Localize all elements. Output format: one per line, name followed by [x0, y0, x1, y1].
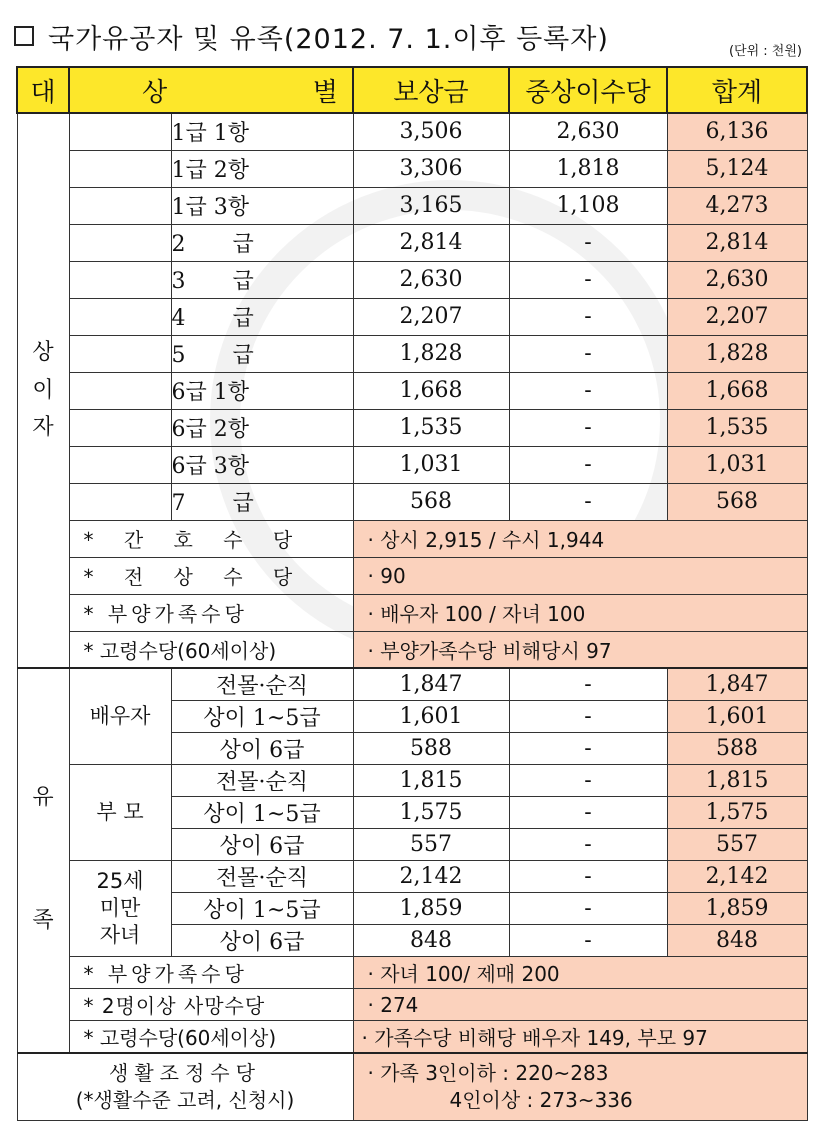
severe-cell: 2,630	[509, 113, 667, 150]
allowance-value: · 가족수당 비해당 배우자 149, 부모 97	[353, 1021, 807, 1053]
comp-cell: 3,306	[353, 150, 509, 187]
comp-cell: 3,506	[353, 113, 509, 150]
type-cell: 상이 1~5급	[171, 893, 353, 925]
comp-cell: 1,815	[353, 765, 509, 797]
grade-cell: 1급 1항	[171, 113, 353, 150]
page-header	[14, 16, 609, 56]
checkbox-icon	[14, 26, 34, 46]
severe-cell: -	[509, 668, 667, 701]
header-compensation: 보상금	[353, 67, 509, 113]
allowance-row	[17, 957, 807, 989]
allowance-row	[17, 520, 807, 557]
total-cell: 568	[667, 483, 807, 520]
total-cell: 848	[667, 925, 807, 957]
table-row	[17, 446, 807, 483]
subgroup-spouse: 배우자	[69, 668, 171, 765]
total-cell: 588	[667, 733, 807, 765]
severe-cell: -	[509, 765, 667, 797]
severe-cell: -	[509, 335, 667, 372]
header-total: 합계	[667, 67, 807, 113]
allowance-label: * 전 상 수 당	[69, 557, 353, 594]
grade-cell: 6급 1항	[171, 372, 353, 409]
total-cell: 6,136	[667, 113, 807, 150]
allowance-label: * 2명이상 사망수당	[69, 989, 353, 1021]
severe-cell: -	[509, 797, 667, 829]
total-cell: 5,124	[667, 150, 807, 187]
grade-cell: 6급 3항	[171, 446, 353, 483]
allowance-row	[17, 989, 807, 1021]
table-row	[17, 483, 807, 520]
allowance-value: · 상시 2,915 / 수시 1,944	[353, 520, 807, 557]
total-cell: 1,859	[667, 893, 807, 925]
type-cell: 전몰·순직	[171, 765, 353, 797]
table-row	[17, 150, 807, 187]
grade-cell: 5 급	[171, 335, 353, 372]
total-cell: 2,142	[667, 861, 807, 893]
grade-cell: 7 급	[171, 483, 353, 520]
allowance-value: · 부양가족수당 비해당시 97	[353, 631, 807, 668]
living-value-1: · 가족 3인이하 : 220~283	[367, 1060, 609, 1085]
allowance-label: * 부양가족수당	[69, 594, 353, 631]
comp-cell: 557	[353, 829, 509, 861]
table-row	[17, 224, 807, 261]
allowance-label: * 부양가족수당	[69, 957, 353, 989]
severe-cell: -	[509, 298, 667, 335]
living-label-2: (*생활수준 고려, 신청시)	[75, 1087, 295, 1112]
living-row	[17, 1053, 807, 1121]
allowance-value: · 자녀 100/ 제매 200	[353, 957, 807, 989]
table-row	[17, 668, 807, 701]
table-row	[17, 335, 807, 372]
grade-cell: 2 급	[171, 224, 353, 261]
total-cell: 1,575	[667, 797, 807, 829]
allowance-label: * 고령수당(60세이상)	[69, 631, 353, 668]
type-cell: 상이 6급	[171, 925, 353, 957]
allowance-row	[17, 594, 807, 631]
severe-cell: -	[509, 925, 667, 957]
total-cell: 4,273	[667, 187, 807, 224]
compensation-table	[16, 66, 808, 1121]
comp-cell: 588	[353, 733, 509, 765]
table-row	[17, 187, 807, 224]
grade-cell: 4 급	[171, 298, 353, 335]
page-title: 국가유공자 및 유족(2012. 7. 1.이후 등록자)	[48, 23, 609, 55]
total-cell: 1,601	[667, 701, 807, 733]
comp-cell: 2,142	[353, 861, 509, 893]
living-label-1: 생활조정수당	[109, 1060, 261, 1085]
comp-cell: 1,859	[353, 893, 509, 925]
table-row	[17, 861, 807, 893]
header-category-2: 상	[142, 77, 168, 108]
comp-cell: 1,601	[353, 701, 509, 733]
living-value	[353, 1053, 807, 1121]
severe-cell: 1,818	[509, 150, 667, 187]
severe-cell: -	[509, 861, 667, 893]
severe-cell: 1,108	[509, 187, 667, 224]
comp-cell: 1,668	[353, 372, 509, 409]
allowance-row	[17, 557, 807, 594]
group-injured: 상 이 자	[17, 113, 69, 668]
comp-cell: 1,031	[353, 446, 509, 483]
severe-cell: -	[509, 893, 667, 925]
severe-cell: -	[509, 446, 667, 483]
grade-cell: 1급 3항	[171, 187, 353, 224]
severe-cell: -	[509, 733, 667, 765]
table-row	[17, 372, 807, 409]
grade-cell: 3 급	[171, 261, 353, 298]
severe-cell: -	[509, 483, 667, 520]
subgroup-parents: 부 모	[69, 765, 171, 861]
header-row	[17, 67, 807, 113]
comp-cell: 2,207	[353, 298, 509, 335]
grade-cell: 6급 2항	[171, 409, 353, 446]
table-row	[17, 261, 807, 298]
type-cell: 상이 1~5급	[171, 797, 353, 829]
living-value-2: 4인이상 : 273~336	[449, 1087, 633, 1112]
group-bereaved: 유 족	[17, 668, 69, 1053]
comp-cell: 3,165	[353, 187, 509, 224]
allowance-value: · 274	[353, 989, 807, 1021]
header-category-1: 대	[17, 67, 69, 113]
subgroup-children: 25세 미만 자녀	[69, 861, 171, 957]
header-severe-allowance: 중상이수당	[509, 67, 667, 113]
grade-cell: 1급 2항	[171, 150, 353, 187]
severe-cell: -	[509, 224, 667, 261]
total-cell: 2,814	[667, 224, 807, 261]
total-cell: 1,031	[667, 446, 807, 483]
living-label	[17, 1053, 353, 1121]
comp-cell: 848	[353, 925, 509, 957]
comp-cell: 2,814	[353, 224, 509, 261]
allowance-value: · 90	[353, 557, 807, 594]
table-row	[17, 409, 807, 446]
severe-cell: -	[509, 261, 667, 298]
allowance-row	[17, 631, 807, 668]
allowance-value: · 배우자 100 / 자녀 100	[353, 594, 807, 631]
severe-cell: -	[509, 372, 667, 409]
allowance-label: * 고령수당(60세이상)	[69, 1021, 353, 1053]
comp-cell: 1,847	[353, 668, 509, 701]
total-cell: 557	[667, 829, 807, 861]
table-row	[17, 113, 807, 150]
header-category-3: 별	[312, 77, 338, 108]
comp-cell: 1,535	[353, 409, 509, 446]
total-cell: 1,847	[667, 668, 807, 701]
unit-label: (단위 : 천원)	[728, 44, 802, 59]
severe-cell: -	[509, 701, 667, 733]
comp-cell: 1,575	[353, 797, 509, 829]
allowance-row	[17, 1021, 807, 1053]
type-cell: 전몰·순직	[171, 861, 353, 893]
comp-cell: 1,828	[353, 335, 509, 372]
total-cell: 1,828	[667, 335, 807, 372]
header-category-23	[69, 67, 353, 113]
total-cell: 1,668	[667, 372, 807, 409]
comp-cell: 2,630	[353, 261, 509, 298]
type-cell: 상이 1~5급	[171, 701, 353, 733]
total-cell: 2,630	[667, 261, 807, 298]
table-row	[17, 765, 807, 797]
type-cell: 전몰·순직	[171, 668, 353, 701]
type-cell: 상이 6급	[171, 733, 353, 765]
severe-cell: -	[509, 409, 667, 446]
type-cell: 상이 6급	[171, 829, 353, 861]
total-cell: 1,815	[667, 765, 807, 797]
total-cell: 2,207	[667, 298, 807, 335]
total-cell: 1,535	[667, 409, 807, 446]
allowance-label: * 간 호 수 당	[69, 520, 353, 557]
severe-cell: -	[509, 829, 667, 861]
table-row	[17, 298, 807, 335]
comp-cell: 568	[353, 483, 509, 520]
